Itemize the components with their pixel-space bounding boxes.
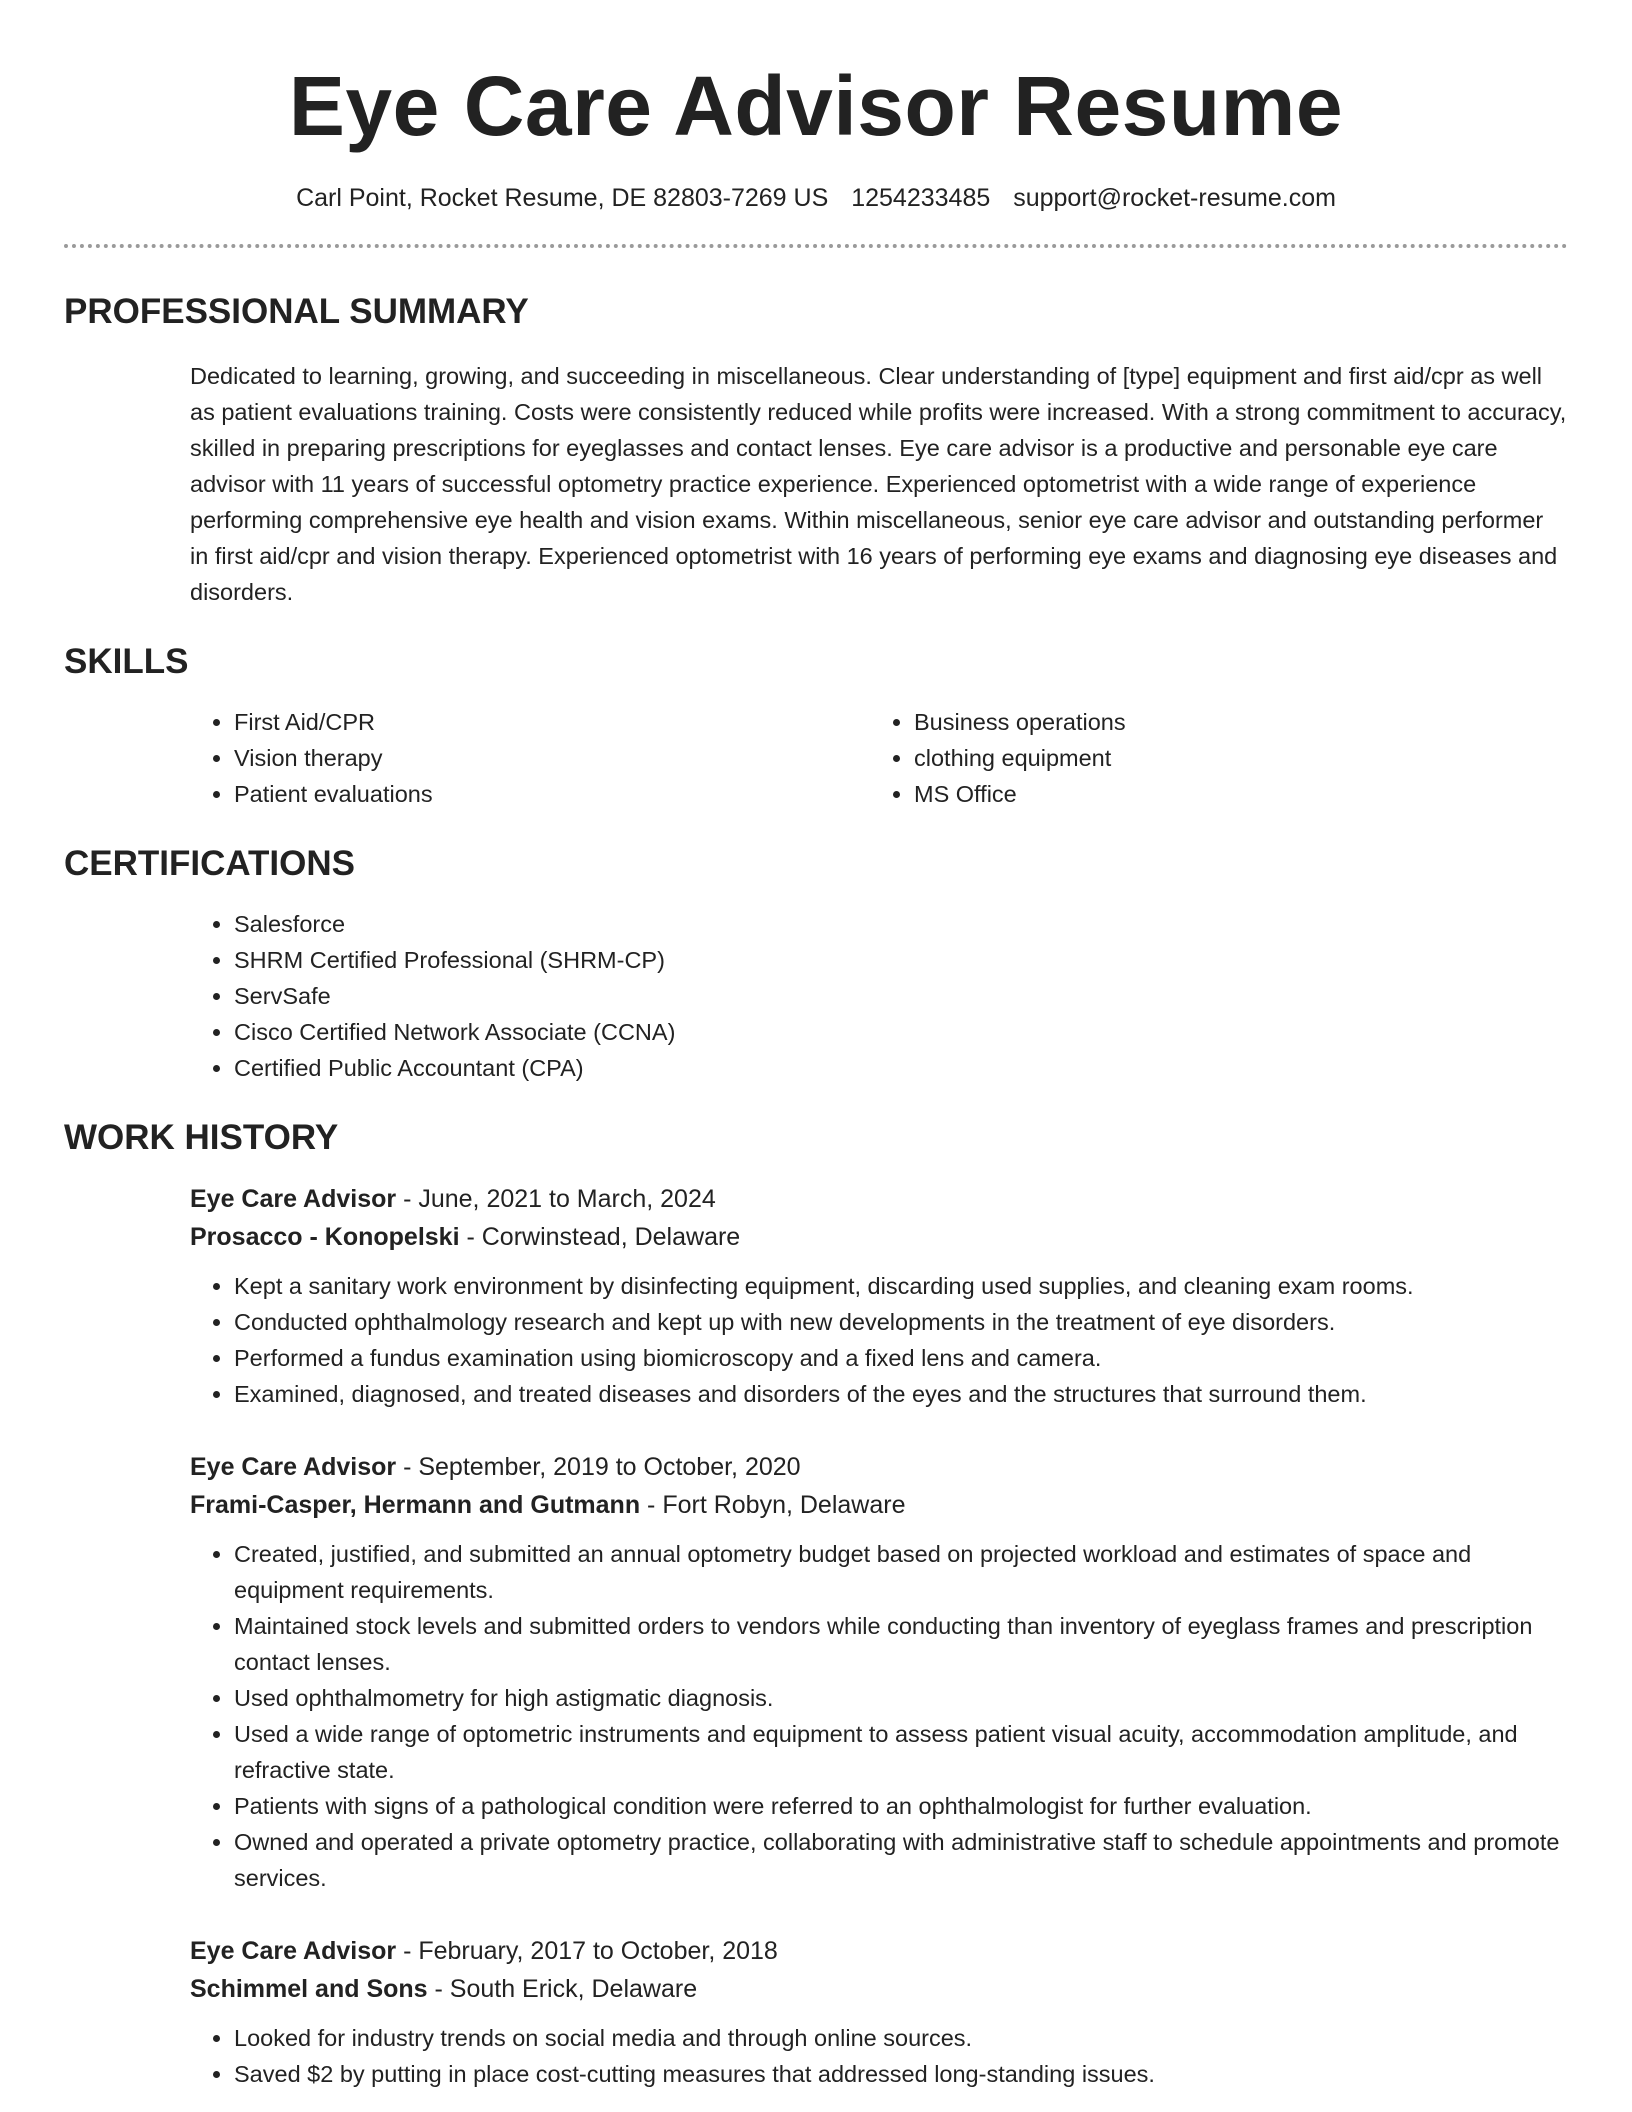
contact-phone: 1254233485 xyxy=(851,184,991,212)
job-bullet: • Patients with signs of a pathological condition were referred to an ophthalmologist for further evaluation. xyxy=(234,1788,1568,1824)
job-location: - Corwinstead, Delaware xyxy=(459,1223,741,1251)
job-location: - Fort Robyn, Delaware xyxy=(640,1491,906,1519)
skills-list-right xyxy=(870,704,1568,812)
job-role: Eye Care Advisor xyxy=(190,1453,397,1481)
job-entry xyxy=(64,1180,1568,1412)
job-title-line xyxy=(190,1932,1568,1970)
job-title-line xyxy=(190,1448,1568,1486)
contact-address: Carl Point, Rocket Resume, DE 82803-7269 US xyxy=(296,184,829,212)
job-title-line xyxy=(190,1180,1568,1218)
job-bullet: • Looked for industry trends on social media and through online sources. xyxy=(234,2020,1568,2056)
job-bullet: • Examined, diagnosed, and treated diseases and disorders of the eyes and the structures that surround them. xyxy=(234,1376,1568,1412)
certifications-section xyxy=(64,842,1568,1086)
summary-heading: PROFESSIONAL SUMMARY xyxy=(64,292,529,331)
skills-heading: SKILLS xyxy=(64,642,189,681)
summary-text: Dedicated to learning, growing, and succeeding in miscellaneous. Clear understanding of [type] equipment and first aid/cpr as well as patient evaluations training. Costs were consistently reduced while profits were increased. With a strong commitment to accuracy, skilled in preparing prescriptions for eyeglasses and contact lenses. Eye care advisor is a productive and personable eye care advisor with 11 years of successful optometry practice experience. Experienced optometrist with a wide range of experience performing comprehensive eye health and vision exams. Within miscellaneous, senior eye care advisor and outstanding performer in first aid/cpr and vision therapy. Experienced optometrist with 16 years of performing eye exams and diagnosing eye diseases and disorders. xyxy=(190,363,1567,605)
job-company-line xyxy=(190,1486,1568,1524)
job-bullet: • Owned and operated a private optometry practice, collaborating with administrative staff to schedule appointments and promote services. xyxy=(234,1824,1568,1896)
job-bullet: • Maintained stock levels and submitted orders to vendors while conducting than inventory of eyeglass frames and prescription contact lenses. xyxy=(234,1608,1568,1680)
job-bullet: • Used a wide range of optometric instruments and equipment to assess patient visual acuity, accommodation amplitude, and refractive state. xyxy=(234,1716,1568,1788)
skill-item: • Vision therapy xyxy=(234,740,870,776)
certification-item: • Cisco Certified Network Associate (CCNA) xyxy=(234,1014,1568,1050)
contact-email: support@rocket-resume.com xyxy=(1013,184,1336,212)
skill-item: • MS Office xyxy=(914,776,1568,812)
job-bullet: • Performed a fundus examination using biomicroscopy and a fixed lens and camera. xyxy=(234,1340,1568,1376)
work-history-section xyxy=(64,1116,1568,2092)
skill-item: • clothing equipment xyxy=(914,740,1568,776)
summary-section xyxy=(64,290,1568,610)
job-bullets xyxy=(190,2020,1568,2092)
skill-item: • Business operations xyxy=(914,704,1568,740)
job-bullets xyxy=(190,1536,1568,1896)
work-history-heading: WORK HISTORY xyxy=(64,1118,339,1157)
job-bullet: • Saved $2 by putting in place cost-cutting measures that addressed long-standing issues. xyxy=(234,2056,1568,2092)
contact-line xyxy=(64,182,1568,214)
certification-item: • SHRM Certified Professional (SHRM-CP) xyxy=(234,942,1568,978)
job-dates: - September, 2019 to October, 2020 xyxy=(396,1453,801,1481)
skill-item: • First Aid/CPR xyxy=(234,704,870,740)
skills-grid xyxy=(64,704,1568,812)
job-role: Eye Care Advisor xyxy=(190,1185,397,1213)
job-bullet: • Kept a sanitary work environment by disinfecting equipment, discarding used supplies, and cleaning exam rooms. xyxy=(234,1268,1568,1304)
certifications-list xyxy=(64,906,1568,1086)
job-company-line xyxy=(190,1970,1568,2008)
job-role: Eye Care Advisor xyxy=(190,1937,397,1965)
skill-item: • Patient evaluations xyxy=(234,776,870,812)
resume-title: Eye Care Advisor Resume xyxy=(288,59,1344,153)
certification-item: • ServSafe xyxy=(234,978,1568,1014)
skills-list-left xyxy=(190,704,870,812)
job-bullet: • Created, justified, and submitted an annual optometry budget based on projected workload and estimates of space and equipment requirements. xyxy=(234,1536,1568,1608)
job-dates: - February, 2017 to October, 2018 xyxy=(396,1937,778,1965)
job-company: Schimmel and Sons xyxy=(190,1975,428,2003)
job-company-line xyxy=(190,1218,1568,1256)
job-bullet: • Used ophthalmometry for high astigmatic diagnosis. xyxy=(234,1680,1568,1716)
job-bullets xyxy=(190,1268,1568,1412)
skills-section xyxy=(64,640,1568,812)
job-entry xyxy=(64,1932,1568,2092)
job-company: Prosacco - Konopelski xyxy=(190,1223,460,1251)
job-entry xyxy=(64,1448,1568,1896)
certifications-heading: CERTIFICATIONS xyxy=(64,844,356,883)
job-location: - South Erick, Delaware xyxy=(427,1975,698,2003)
job-company: Frami-Casper, Hermann and Gutmann xyxy=(190,1491,641,1519)
job-bullet: • Conducted ophthalmology research and kept up with new developments in the treatment of eye disorders. xyxy=(234,1304,1568,1340)
job-dates: - June, 2021 to March, 2024 xyxy=(396,1185,716,1213)
certification-item: • Salesforce xyxy=(234,906,1568,942)
header-divider xyxy=(64,244,1568,248)
certification-item: • Certified Public Accountant (CPA) xyxy=(234,1050,1568,1086)
